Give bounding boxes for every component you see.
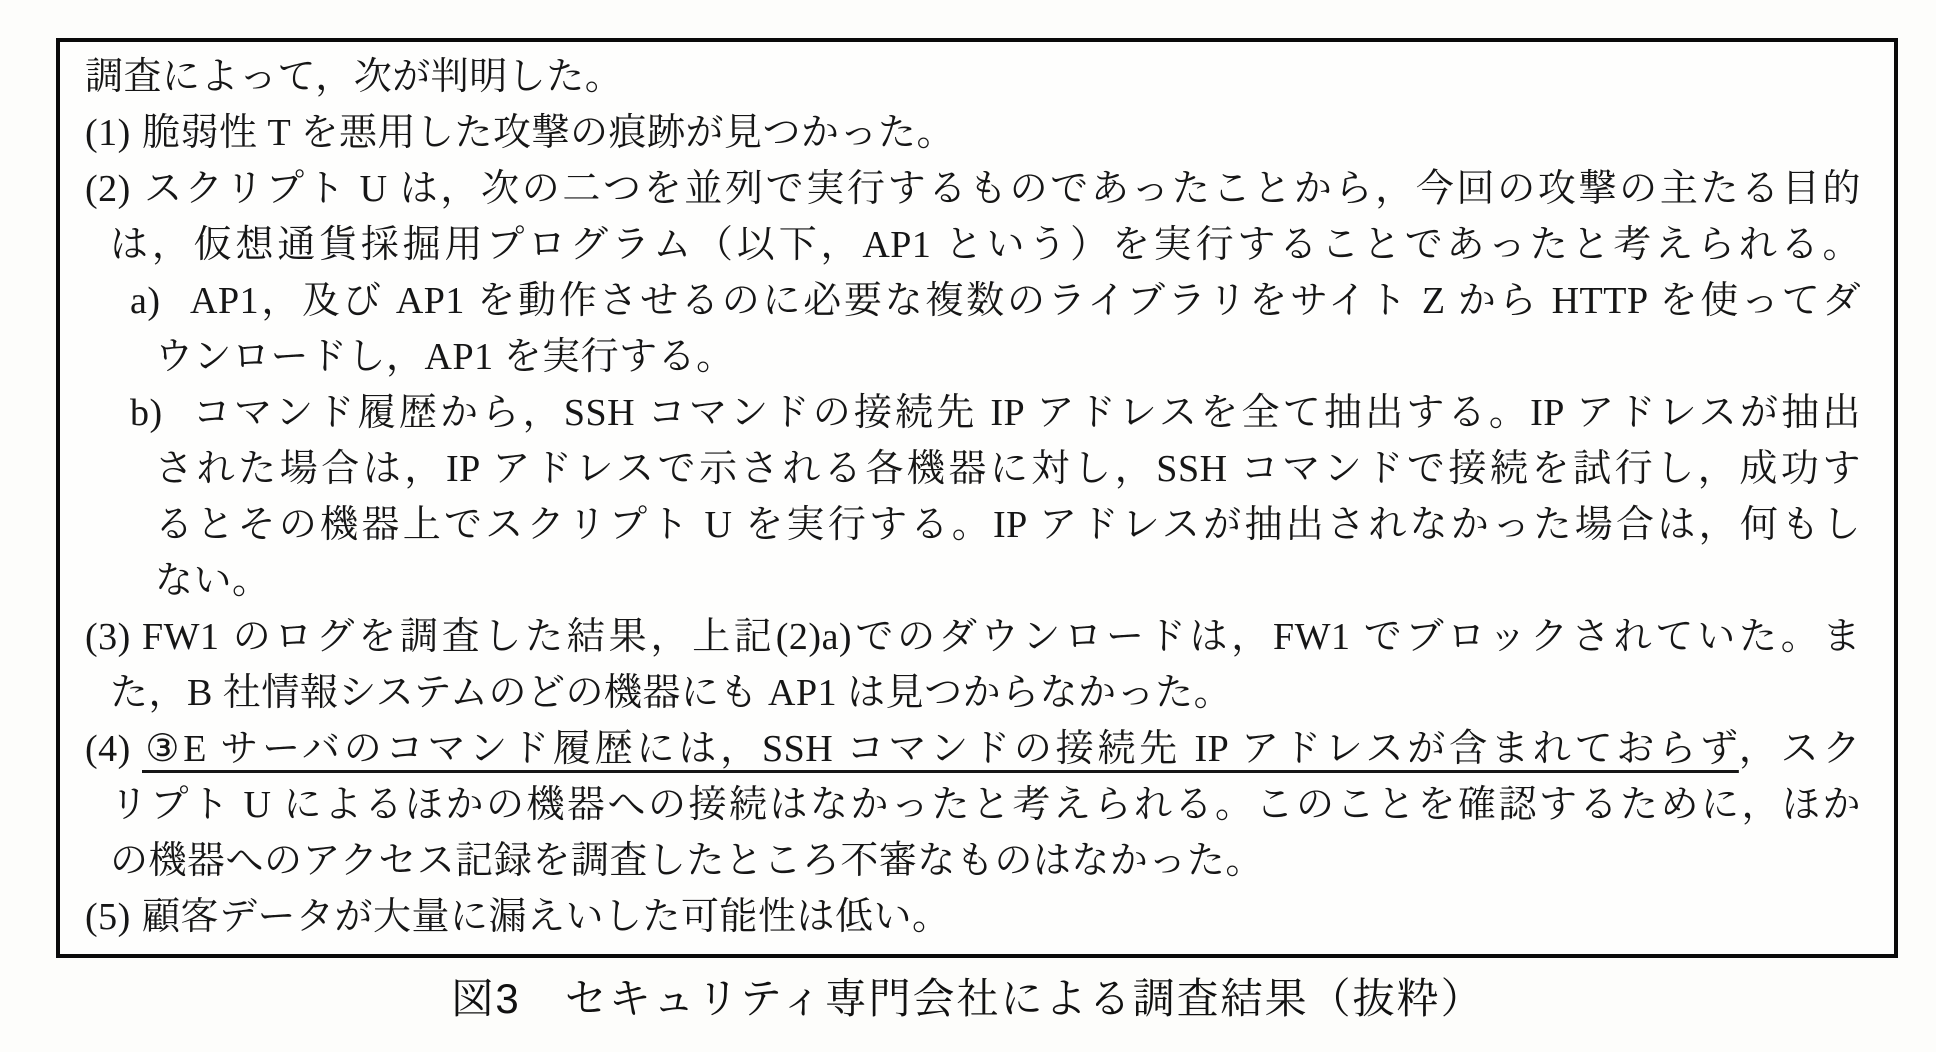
text-segment: の機器へのアクセス記録を調査したところ不審なものはなかった。 [110, 840, 1264, 882]
text-segment: ，スク [1738, 728, 1861, 770]
text-line [85, 497, 1861, 553]
text-segment: スクリプト U は，次の二つを並列で実行するものであったことから，今回の攻撃の主たる目的 [142, 168, 1861, 210]
text-segment: るとその機器上でスクリプト U を実行する。IP アドレスが抽出されなかった場合は，何もし [155, 504, 1861, 546]
text-line [85, 105, 1861, 161]
list-marker: (5) [85, 896, 131, 938]
text-segment: FW1 のログを調査した結果，上記(2)a)でのダウンロードは，FW1 でブロックされていた。ま [142, 616, 1861, 658]
text-segment: AP1，及び AP1 を動作させるのに必要な複数のライブラリをサイト Z から HTTP を使ってダ [190, 280, 1861, 322]
text-line [85, 833, 1861, 889]
text-line [85, 777, 1861, 833]
text-line [85, 889, 1861, 945]
underlined-clause-3: ③E サーバのコマンド履歴には，SSH コマンドの接続先 IP アドレスが含まれておらず [142, 728, 1739, 770]
text-line [85, 217, 1861, 273]
text-line [85, 665, 1861, 721]
text-segment: ない。 [155, 560, 271, 602]
list-marker: (3) [85, 616, 131, 658]
text-line [85, 441, 1861, 497]
text-line [85, 49, 1861, 105]
text-segment: 顧客データが大量に漏えいした可能性は低い。 [142, 896, 951, 938]
text-line [85, 329, 1861, 385]
text-segment: コマンド履歴から，SSH コマンドの接続先 IP アドレスを全て抽出する。IP アドレスが抽出 [190, 392, 1861, 434]
figure-bordered-box [56, 38, 1898, 958]
text-segment: 調査によって，次が判明した。 [85, 56, 624, 98]
text-line [85, 385, 1861, 441]
text-line [85, 273, 1861, 329]
figure-caption: 図3 セキュリティ専門会社による調査結果（抜粋） [451, 975, 1485, 1022]
text-segment: た，B 社情報システムのどの機器にも AP1 は見つからなかった。 [110, 672, 1233, 714]
list-marker: b) [130, 392, 163, 434]
list-marker: (1) [85, 112, 131, 154]
text-segment: リプト U によるほかの機器への接続はなかったと考えられる。このことを確認するために，ほか [110, 784, 1861, 826]
text-segment: 脆弱性 T を悪用した攻撃の痕跡が見つかった。 [142, 112, 956, 154]
text-segment: ウンロードし，AP1 を実行する。 [155, 336, 735, 378]
text-segment: された場合は，IP アドレスで示される各機器に対し，SSH コマンドで接続を試行し，成功す [155, 448, 1861, 490]
text-segment: は，仮想通貨採掘用プログラム（以下，AP1 という）を実行することであったと考えられる。 [110, 224, 1861, 266]
list-marker: (2) [85, 168, 131, 210]
text-line [85, 553, 1861, 609]
list-marker: (4) [85, 728, 131, 770]
text-line [85, 609, 1861, 665]
list-marker: a) [130, 280, 161, 322]
text-line [85, 721, 1861, 777]
text-line [85, 161, 1861, 217]
